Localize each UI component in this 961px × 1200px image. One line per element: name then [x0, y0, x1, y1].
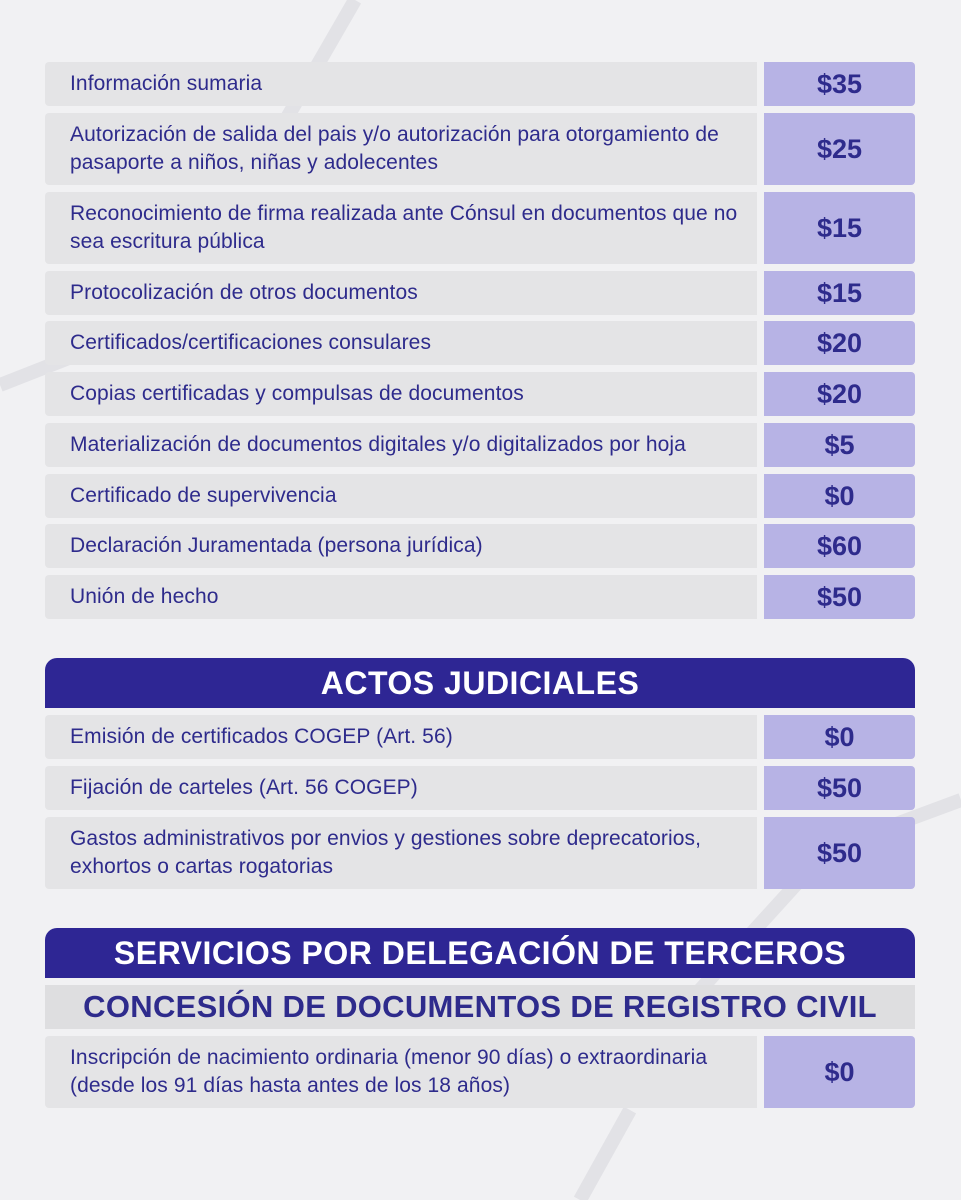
row-description: Certificados/certificaciones consulares	[45, 321, 757, 365]
row-price: $20	[764, 372, 915, 416]
table-row	[45, 524, 915, 568]
row-price: $25	[764, 113, 915, 185]
row-description: Copias certificadas y compulsas de documentos	[45, 372, 757, 416]
row-description: Inscripción de nacimiento ordinaria (menor 90 días) o extraordinaria (desde los 91 días hasta antes de los 18 años)	[45, 1036, 757, 1108]
row-price: $50	[764, 575, 915, 619]
row-description: Autorización de salida del pais y/o autorización para otorgamiento de pasaporte a niños, niñas y adolecentes	[45, 113, 757, 185]
table-row	[45, 423, 915, 467]
table-row	[45, 113, 915, 185]
table-row	[45, 715, 915, 759]
section-header-servicios-terceros: SERVICIOS POR DELEGACIÓN DE TERCEROS	[45, 928, 915, 978]
row-description: Certificado de supervivencia	[45, 474, 757, 518]
table-row	[45, 766, 915, 810]
section-header-actos-judiciales: ACTOS JUDICIALES	[45, 658, 915, 708]
table-row	[45, 271, 915, 315]
row-price: $15	[764, 271, 915, 315]
table-row	[45, 62, 915, 106]
row-price: $35	[764, 62, 915, 106]
table-row	[45, 474, 915, 518]
table-row	[45, 817, 915, 889]
row-price: $15	[764, 192, 915, 264]
row-price: $20	[764, 321, 915, 365]
row-description: Fijación de carteles (Art. 56 COGEP)	[45, 766, 757, 810]
row-description: Gastos administrativos por envios y gestiones sobre deprecatorios, exhortos o cartas rogatorias	[45, 817, 757, 889]
row-description: Materialización de documentos digitales y/o digitalizados por hoja	[45, 423, 757, 467]
row-price: $5	[764, 423, 915, 467]
row-description: Reconocimiento de firma realizada ante Cónsul en documentos que no sea escritura pública	[45, 192, 757, 264]
row-price: $0	[764, 474, 915, 518]
section-subheader-registro-civil: CONCESIÓN DE DOCUMENTOS DE REGISTRO CIVIL	[45, 985, 915, 1029]
table-row	[45, 372, 915, 416]
row-price: $0	[764, 1036, 915, 1108]
row-description: Declaración Juramentada (persona jurídica)	[45, 524, 757, 568]
table-row	[45, 575, 915, 619]
row-price: $60	[764, 524, 915, 568]
row-description: Protocolización de otros documentos	[45, 271, 757, 315]
row-price: $50	[764, 817, 915, 889]
row-description: Información sumaria	[45, 62, 757, 106]
row-price: $50	[764, 766, 915, 810]
table-row	[45, 192, 915, 264]
row-description: Unión de hecho	[45, 575, 757, 619]
row-price: $0	[764, 715, 915, 759]
row-description: Emisión de certificados COGEP (Art. 56)	[45, 715, 757, 759]
table-row	[45, 321, 915, 365]
table-row	[45, 1036, 915, 1108]
